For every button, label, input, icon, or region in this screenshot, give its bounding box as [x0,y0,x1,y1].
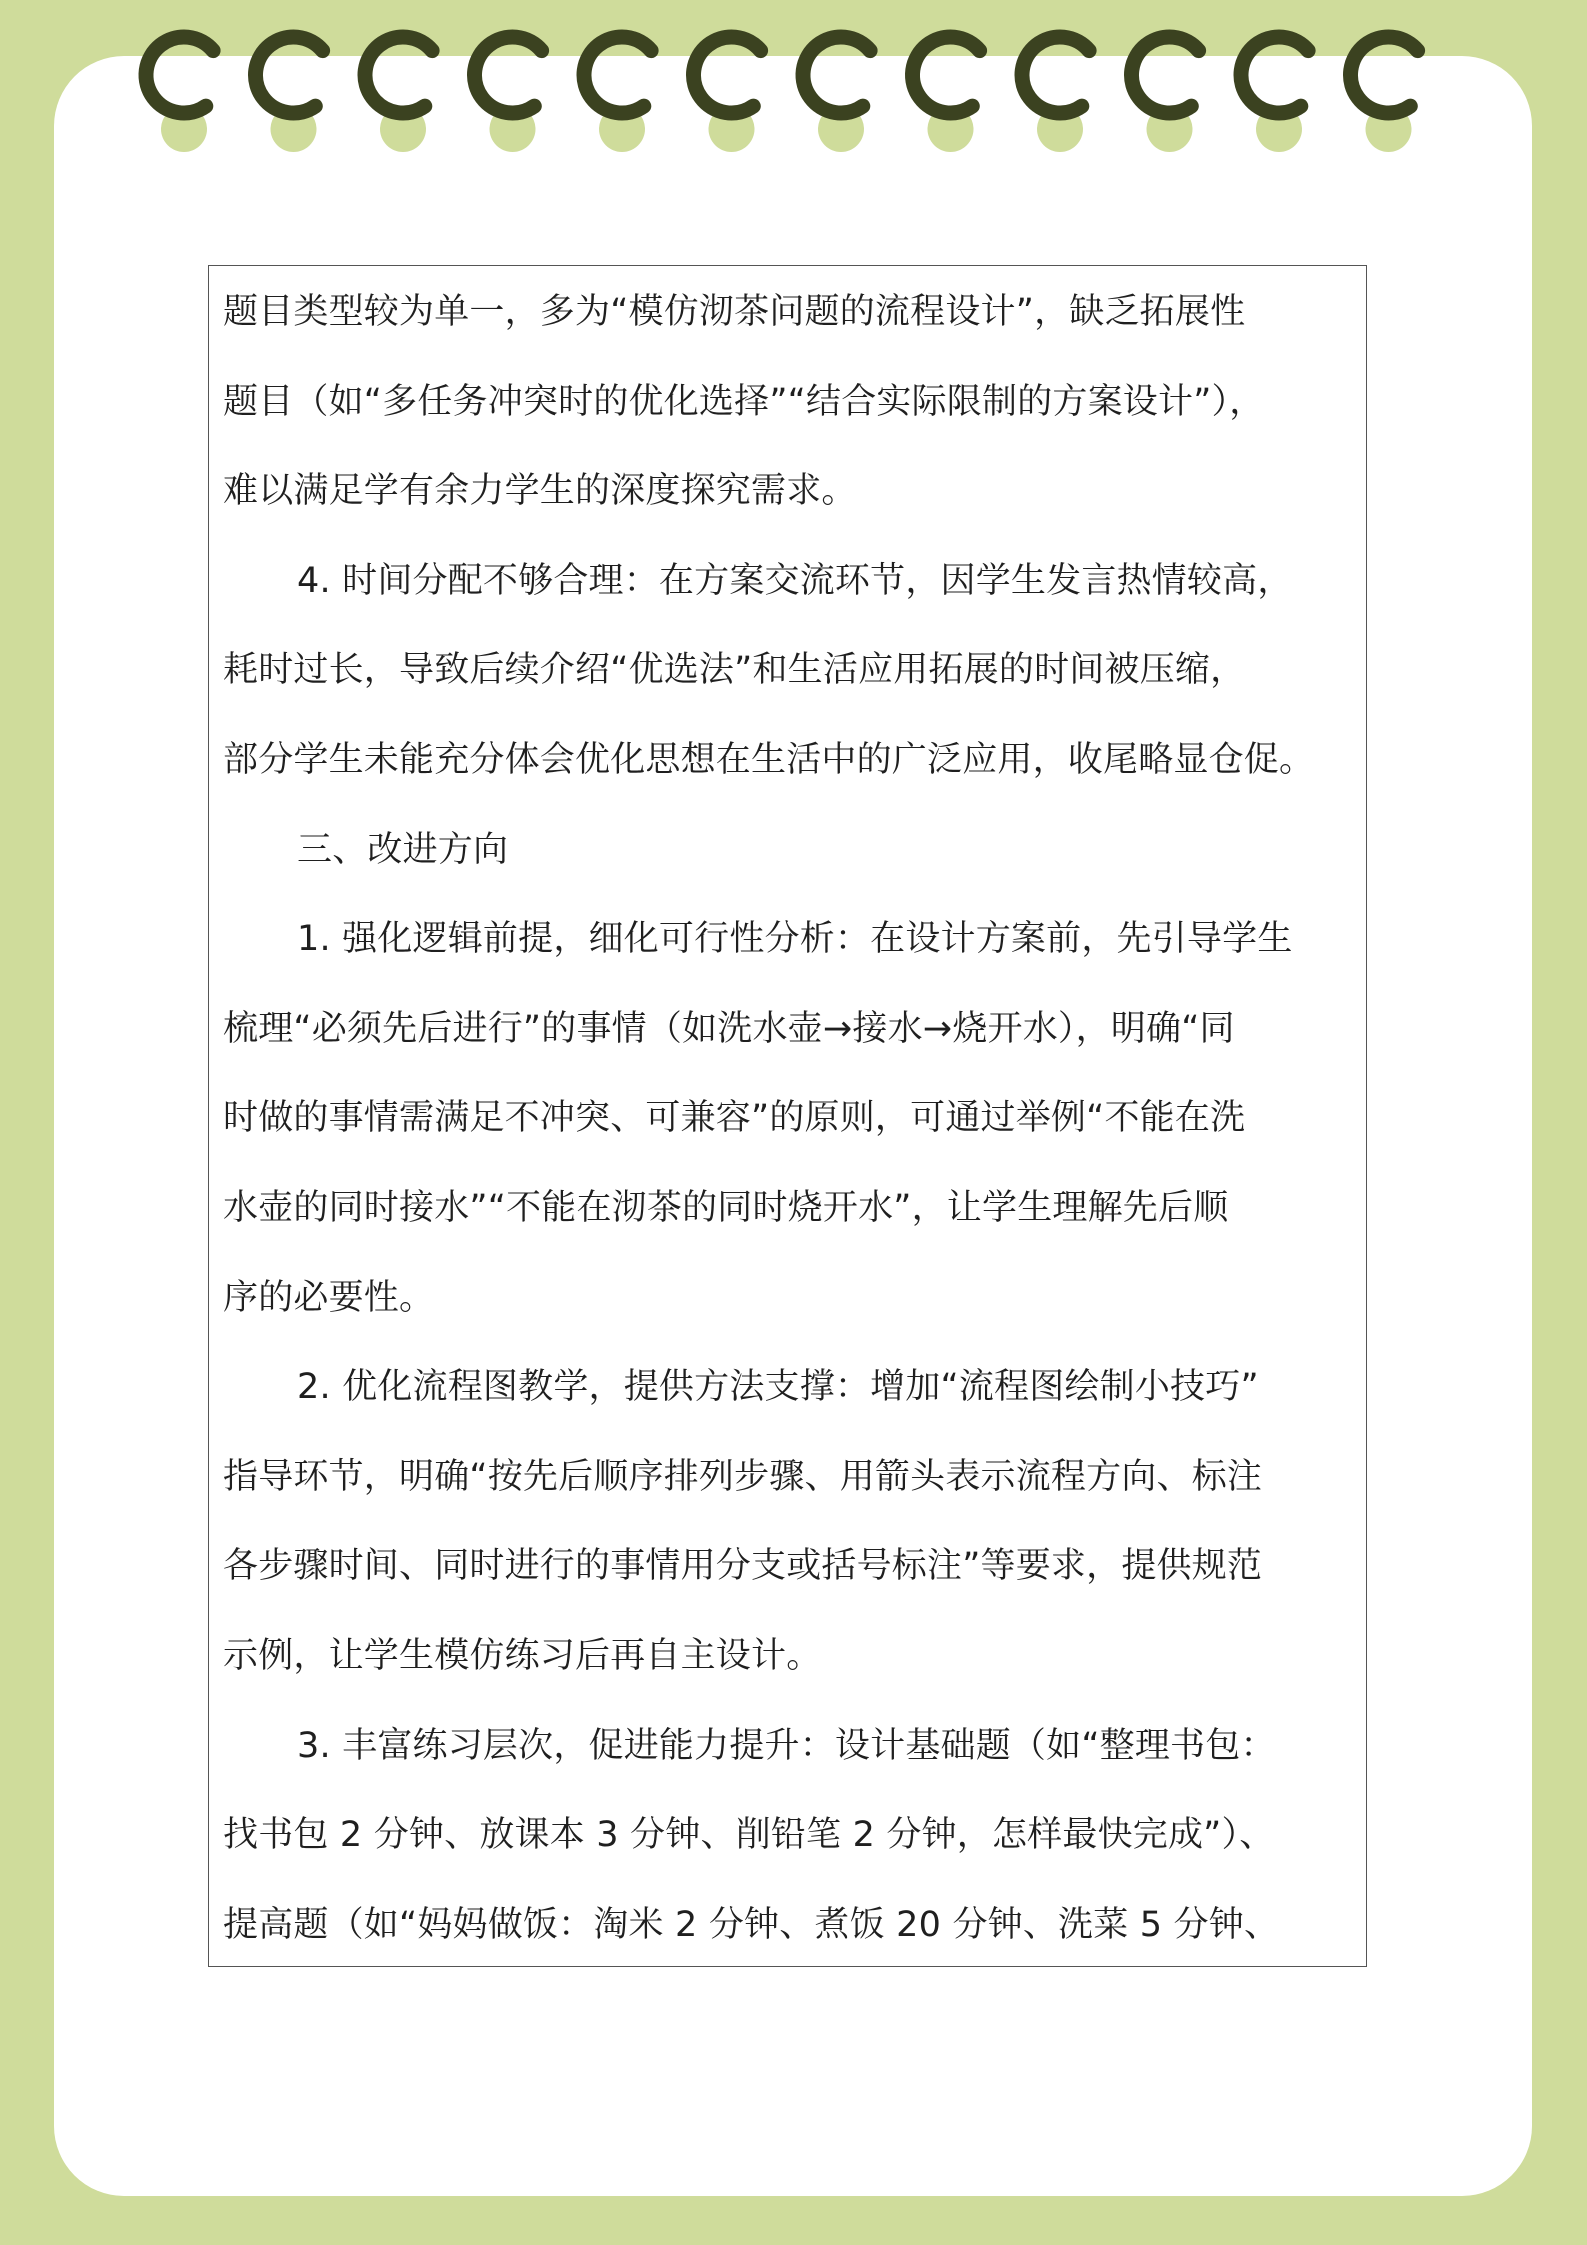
binding-ring-wire [146,37,213,113]
document-line: 4. 时间分配不够合理：在方案交流环节，因学生发言热情较高， [297,560,1293,601]
binding-ring [1350,37,1417,152]
document-line: 示例，让学生模仿练习后再自主设计。 [223,1635,822,1676]
document-line: 题目类型较为单一，多为“模仿沏茶问题的流程设计”，缺乏拓展性 [223,292,1246,332]
document-line: 耗时过长，导致后续介绍“优选法”和生活应用拓展的时间被压缩， [223,650,1246,691]
binding-ring [913,37,980,152]
binding-ring-wire [694,37,761,113]
binding-ring [694,37,761,152]
document-line: 3. 丰富练习层次，促进能力提升：设计基础题（如“整理书包： [297,1725,1276,1766]
binding-ring-wire [475,37,542,113]
binding-ring [146,37,213,152]
binding-ring-wire [1132,37,1199,113]
binding-ring-wire [1241,37,1308,113]
binding-ring-wire [365,37,432,113]
binding-ring-wire [584,37,651,113]
document-line: 水壶的同时接水”“不能在沏茶的同时烧开水”，让学生理解先后顺 [223,1187,1229,1228]
binding-ring [1241,37,1308,152]
document-line: 提高题（如“妈妈做饭：淘米 2 分钟、煮饭 20 分钟、洗菜 5 分钟、 [223,1904,1280,1945]
document-line: 时做的事情需满足不冲突、可兼容”的原则，可通过举例“不能在洗 [223,1098,1246,1139]
document-line: 难以满足学有余力学生的深度探究需求。 [223,471,857,512]
document-line: 梳理“必须先后进行”的事情（如洗水壶→接水→烧开水），明确“同 [223,1008,1235,1049]
document-line: 各步骤时间、同时进行的事情用分支或括号标注”等要求，提供规范 [223,1546,1263,1587]
binding-ring [584,37,651,152]
binding-ring-wire [803,37,870,113]
binding-ring [803,37,870,152]
binding-ring-wire [256,37,323,113]
binding-ring [475,37,542,152]
document-line: 找书包 2 分钟、放课本 3 分钟、削铅笔 2 分钟，怎样最快完成”）、 [223,1815,1275,1856]
binding-ring [1022,37,1089,152]
binding-ring-wire [1350,37,1417,113]
binding-ring-wire [1022,37,1089,113]
binding-ring [365,37,432,152]
document-line: 题目（如“多任务冲突时的优化选择”“结合实际限制的方案设计”）， [223,381,1265,422]
binding-ring-wire [913,37,980,113]
spiral-binding [0,0,1587,170]
document-line: 部分学生未能充分体会优化思想在生活中的广泛应用，收尾略显仓促。 [223,739,1315,780]
document-line: 序的必要性。 [223,1277,435,1318]
document-line: 2. 优化流程图教学，提供方法支撑：增加“流程图绘制小技巧” [297,1367,1259,1408]
document-line: 指导环节，明确“按先后顺序排列步骤、用箭头表示流程方向、标注 [223,1456,1263,1497]
binding-ring [256,37,323,152]
document-text-box [208,265,1367,1967]
document-line: 1. 强化逻辑前提，细化可行性分析：在设计方案前，先引导学生 [297,919,1293,960]
binding-ring [1132,37,1199,152]
document-line: 三、改进方向 [297,829,509,870]
